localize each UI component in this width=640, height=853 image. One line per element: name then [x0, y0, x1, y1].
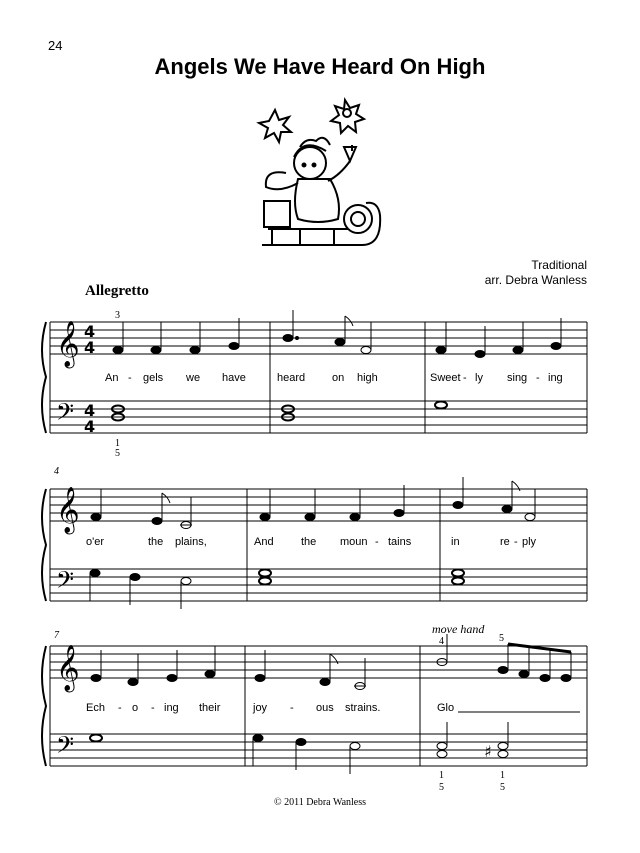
bass-staff: [50, 569, 587, 601]
lyric: -: [375, 536, 379, 548]
treble-clef-icon: 𝄞: [56, 645, 80, 691]
svg-text:♯: ♯: [484, 742, 492, 761]
lyric: heard: [277, 372, 306, 384]
lyric: have: [222, 372, 246, 384]
lyric: the: [148, 536, 164, 548]
lyric: -: [514, 536, 518, 548]
lyric: ply: [522, 536, 537, 548]
lyric: An: [105, 372, 119, 384]
bass-clef-icon: 𝄢: [56, 566, 75, 599]
fingering-bottom-1: 1: [115, 438, 120, 449]
svg-text:4: 4: [84, 401, 96, 420]
fingering-bottom: 1: [439, 770, 444, 781]
bass-staff: [50, 401, 587, 433]
lyric: Ech: [86, 702, 105, 714]
expression-marking: move hand: [432, 622, 485, 636]
treble-staff: [50, 322, 587, 354]
fingering-bottom: 5: [500, 782, 505, 793]
lyric: their: [199, 702, 221, 714]
lyric: in: [451, 536, 460, 548]
song-title: Angels We Have Heard On High: [154, 54, 486, 79]
bass-clef-icon: 𝄢: [56, 731, 75, 764]
lyric: ing: [548, 372, 563, 384]
lyric: we: [186, 372, 201, 384]
lyric: o'er: [86, 536, 104, 548]
lyric: moun: [340, 536, 368, 548]
lyric: -: [290, 702, 294, 714]
arranger-credit: arr. Debra Wanless: [484, 273, 587, 287]
lyric: gels: [143, 372, 164, 384]
page-number: 24: [48, 38, 63, 53]
lyric: the: [301, 536, 317, 548]
fingering-top: 3: [115, 310, 120, 321]
lyric: -: [128, 372, 132, 384]
fingering-top: 4: [439, 636, 444, 647]
lyric: on: [332, 372, 345, 384]
lyric: plains,: [175, 536, 207, 548]
fingering-bottom: 1: [500, 770, 505, 781]
lyric: Glo: [437, 702, 455, 714]
treble-staff: [50, 489, 587, 521]
tempo-marking: Allegretto: [85, 283, 149, 299]
lyric: strains.: [345, 702, 381, 714]
svg-text:4: 4: [84, 417, 96, 436]
lyric: Sweet: [430, 372, 461, 384]
lyric: re: [500, 536, 510, 548]
treble-clef-icon: 𝄞: [56, 321, 80, 367]
lyric: joy: [253, 702, 268, 714]
measure-number: 4: [54, 466, 59, 477]
lyric: ly: [475, 372, 483, 384]
lyric: And: [254, 536, 274, 548]
system-1: [42, 310, 587, 433]
lyric: -: [118, 702, 122, 714]
lyric: -: [151, 702, 155, 714]
fingering-top: 5: [499, 633, 504, 644]
bass-staff: [50, 734, 587, 766]
system-3: [42, 634, 587, 774]
lyric: high: [357, 372, 378, 384]
lyric: -: [463, 372, 467, 384]
bass-clef-icon: 𝄢: [56, 398, 75, 431]
lyric: ing: [164, 702, 179, 714]
treble-staff: [50, 646, 587, 678]
composer-credit: Traditional: [531, 258, 587, 272]
lyric: sing: [507, 372, 528, 384]
treble-clef-icon: 𝄞: [56, 487, 80, 533]
lyric: o: [132, 702, 139, 714]
measure-number: 7: [54, 630, 59, 641]
svg-text:4: 4: [84, 322, 96, 341]
fingering-bottom-2: 5: [115, 448, 120, 459]
lyric: ous: [316, 702, 334, 714]
svg-text:4: 4: [84, 338, 96, 357]
fingering-bottom: 5: [439, 782, 444, 793]
lyric: tains: [388, 536, 412, 548]
copyright-footer: © 2011 Debra Wanless: [273, 797, 367, 808]
lyric: -: [536, 372, 540, 384]
